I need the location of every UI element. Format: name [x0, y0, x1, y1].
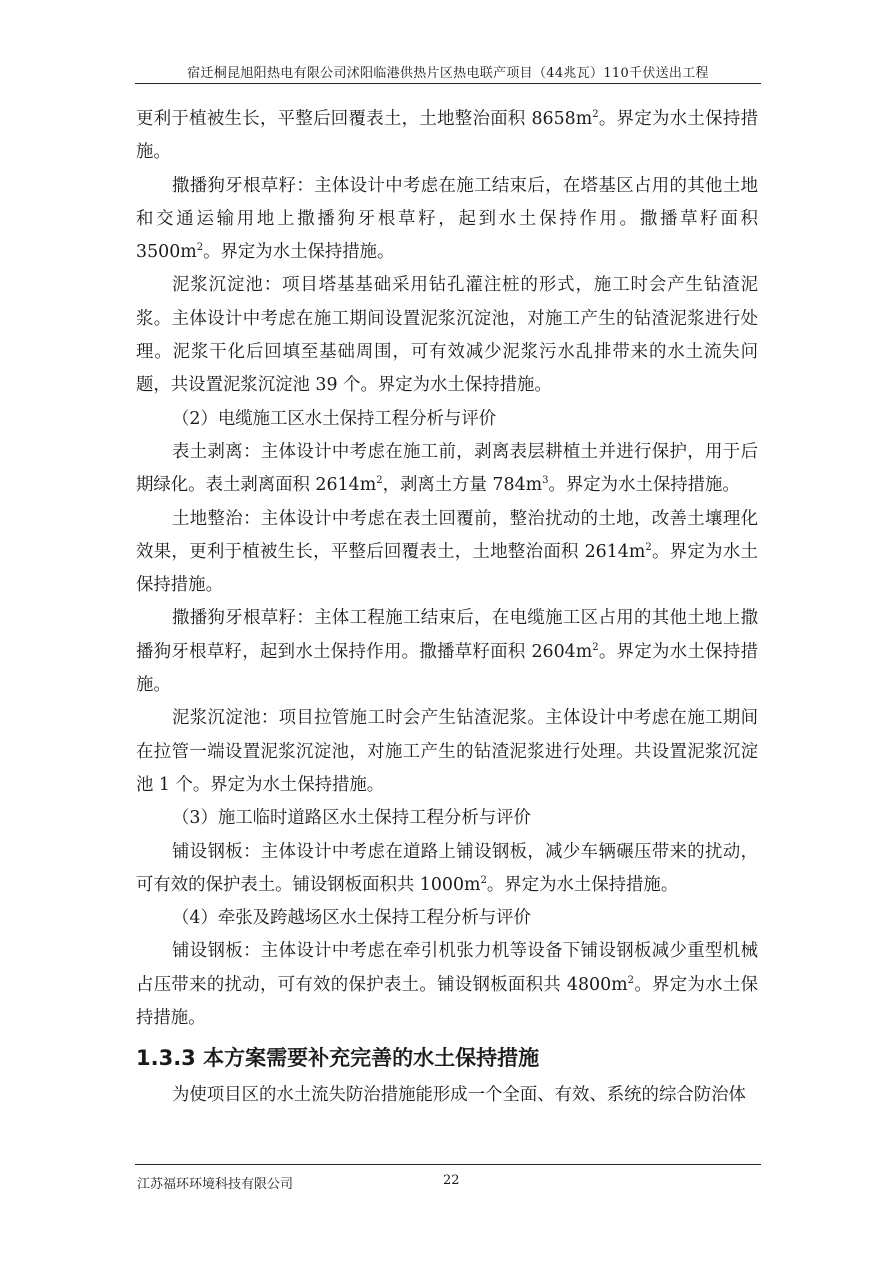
paragraph-steel-plate-road: 铺设钢板：主体设计中考虑在道路上铺设钢板，减少车辆碾压带来的扰动，可有效的保护表土。铺设钢板面积共 $1000m^2$。界定为水土保持措施。 [136, 841, 758, 895]
paragraph-grass-seeding-tower: 撒播狗牙根草籽：主体设计中考虑在施工结束后，在塔基区占用的其他土地和交通运输用地上撒播狗牙根草籽，起到水土保持作用。撒播草籽面积 $3500m^2$。界定为水土保持措施。 [136, 175, 758, 263]
paragraph-intro-supplement: 为使项目区的水土流失防治措施能形成一个全面、有效、系统的综合防治体 [172, 1085, 746, 1106]
page-body [136, 103, 758, 1113]
page-number: 22 [443, 1173, 460, 1188]
section-heading: 1.3.3 本方案需要补充完善的水土保持措施 [136, 1046, 540, 1071]
running-header: 宿迁桐昆旭阳热电有限公司沭阳临港供热片区热电联产项目（44兆瓦）110千伏送出工程 [187, 66, 709, 81]
footer-company: 江苏福环环境科技有限公司 [137, 1177, 294, 1192]
paragraph-topsoil-stripping: 表土剥离：主体设计中考虑在施工前，剥离表层耕植土并进行保护，用于后期绿化。表土剥离面积 $2614m^2$，剥离土方量 $784m^3$。界定为水土保持措施。 [136, 441, 758, 496]
footer-rule [135, 1164, 761, 1165]
paragraph-land-remediation-tower: 更利于植被生长，平整后回覆表土，土地整治面积 $8658m^2$。界定为水土保持措施。 [136, 109, 758, 163]
subheading-temp-road: （3）施工临时道路区水土保持工程分析与评价 [172, 808, 531, 829]
paragraph-land-remediation-cable: 土地整治：主体设计中考虑在表土回覆前，整治扰动的土地，改善土壤理化效果，更利于植被生长，平整后回覆表土，土地整治面积 $2614m^2$。界定为水土保持措施。 [136, 508, 758, 596]
paragraph-grass-seeding-cable: 撒播狗牙根草籽：主体工程施工结束后，在电缆施工区占用的其他土地上撒播狗牙根草籽，起到水土保持作用。撒播草籽面积 $2604m^2$。界定为水土保持措施。 [136, 608, 758, 696]
paragraph-mud-pond-cable: 泥浆沉淀池：项目拉管施工时会产生钻渣泥浆。主体设计中考虑在施工期间在拉管一端设置泥浆沉淀池，对施工产生的钻渣泥浆进行处理。共设置泥浆沉淀池 1 个。界定为水土保持措施。 [136, 708, 758, 795]
paragraph-steel-plate-tension: 铺设钢板：主体设计中考虑在牵引机张力机等设备下铺设钢板减少重型机械占压带来的扰动，可有效的保护表土。铺设钢板面积共 $4800m^2$。界定为水土保持措施。 [136, 941, 758, 1029]
subheading-cable-area: （2）电缆施工区水土保持工程分析与评价 [172, 408, 497, 429]
subheading-tension-crossing: （4）牵张及跨越场区水土保持工程分析与评价 [172, 908, 531, 929]
header-rule [135, 83, 761, 84]
paragraph-mud-pond-tower: 泥浆沉淀池：项目塔基基础采用钻孔灌注桩的形式，施工时会产生钻渣泥浆。主体设计中考虑在施工期间设置泥浆沉淀池，对施工产生的钻渣泥浆进行处理。泥浆干化后回填至基础周围，可有效减少泥浆污水乱排带来的水土流失问题，共设置泥浆沉淀池 39 个。界定为水土保持措施。 [136, 275, 758, 396]
